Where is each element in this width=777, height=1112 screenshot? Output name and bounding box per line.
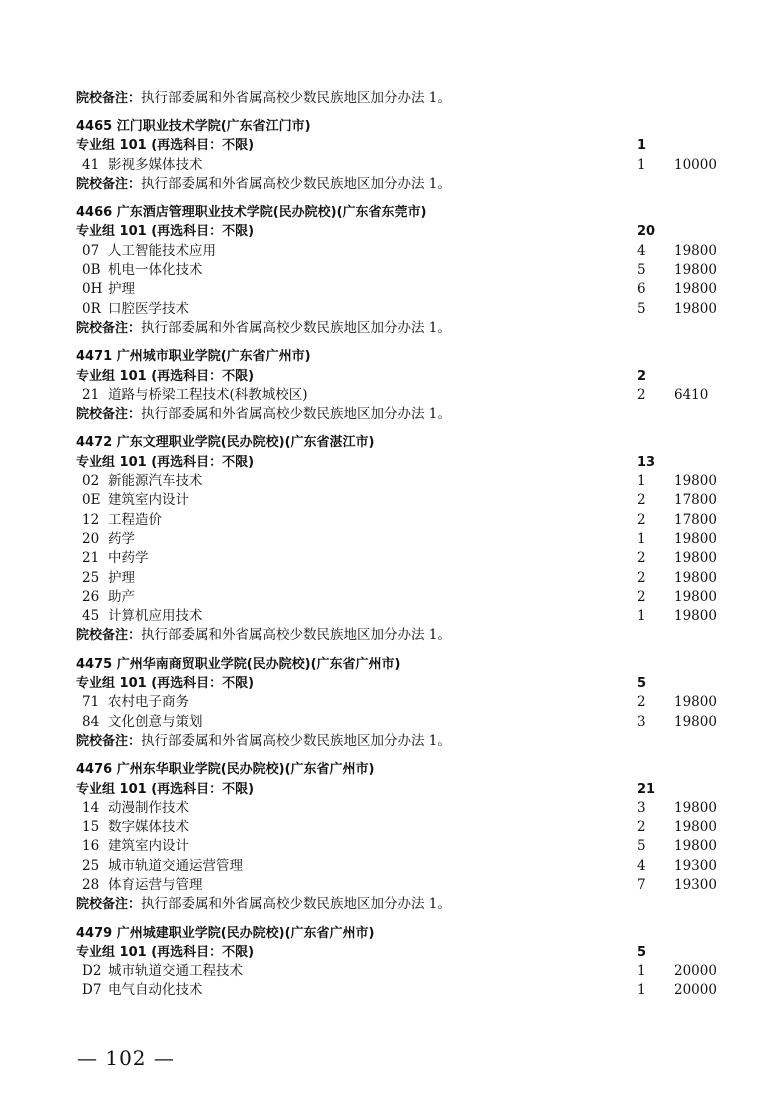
major-row bbox=[76, 876, 736, 895]
major-code: 15 bbox=[82, 819, 100, 836]
major-group-row bbox=[76, 367, 736, 386]
major-group-row bbox=[76, 222, 736, 241]
group-label: 专业组 101 (再选科目：不限) bbox=[76, 368, 255, 384]
major-code: 14 bbox=[82, 799, 100, 816]
plan-count: 2 bbox=[637, 819, 646, 836]
major-row bbox=[76, 242, 736, 261]
school-block bbox=[76, 433, 736, 645]
major-code: D2 bbox=[82, 963, 102, 980]
tuition-fee: 19800 bbox=[674, 242, 717, 259]
plan-count: 5 bbox=[637, 838, 646, 855]
tuition-fee: 19800 bbox=[674, 569, 717, 586]
tuition-fee: 10000 bbox=[674, 156, 717, 173]
major-name: 计算机应用技术 bbox=[108, 608, 203, 625]
major-code: 25 bbox=[82, 857, 100, 874]
plan-count: 4 bbox=[637, 857, 646, 874]
group-count: 20 bbox=[637, 224, 656, 240]
major-name: 数字媒体技术 bbox=[108, 819, 189, 836]
tuition-fee: 19800 bbox=[674, 694, 717, 711]
major-code: 0B bbox=[82, 262, 101, 279]
plan-count: 2 bbox=[637, 492, 646, 509]
plan-count: 5 bbox=[637, 300, 646, 317]
major-code: 21 bbox=[82, 386, 100, 403]
major-code: 26 bbox=[82, 588, 100, 605]
tuition-fee: 20000 bbox=[674, 963, 717, 980]
tuition-fee: 19800 bbox=[674, 530, 717, 547]
major-code: D7 bbox=[82, 982, 102, 999]
tuition-fee: 19800 bbox=[674, 473, 717, 490]
tuition-fee: 17800 bbox=[674, 511, 717, 528]
school-note bbox=[76, 895, 736, 914]
note-text: 执行部委属和外省属高校少数民族地区加分办法 1。 bbox=[141, 896, 451, 913]
major-code: 45 bbox=[82, 608, 100, 625]
tuition-fee: 19800 bbox=[674, 819, 717, 836]
major-row bbox=[76, 981, 736, 1000]
major-row bbox=[76, 386, 736, 405]
major-name: 动漫制作技术 bbox=[108, 799, 189, 816]
major-code: 41 bbox=[82, 156, 100, 173]
major-group-row bbox=[76, 453, 736, 472]
major-name: 影视多媒体技术 bbox=[108, 156, 203, 173]
plan-count: 7 bbox=[637, 876, 646, 893]
major-name: 道路与桥梁工程技术(科教城校区) bbox=[108, 386, 308, 403]
major-row bbox=[76, 156, 736, 175]
school-note bbox=[76, 405, 736, 424]
note-label: 院校备注： bbox=[76, 320, 142, 336]
plan-count: 2 bbox=[637, 511, 646, 528]
tuition-fee: 19800 bbox=[674, 262, 717, 279]
school-header: 4471 广州城市职业学院(广东省广州市) bbox=[76, 349, 311, 365]
school-note bbox=[76, 175, 736, 194]
major-code: 84 bbox=[82, 713, 100, 730]
school-note bbox=[76, 626, 736, 645]
school-header: 4479 广州城建职业学院(民办院校)(广东省广州市) bbox=[76, 925, 375, 941]
major-name: 助产 bbox=[108, 588, 135, 605]
group-count: 13 bbox=[637, 454, 656, 470]
major-row bbox=[76, 713, 736, 732]
major-row bbox=[76, 799, 736, 818]
school-header: 4476 广州东华职业学院(民办院校)(广东省广州市) bbox=[76, 762, 375, 778]
school-note bbox=[76, 732, 736, 751]
major-name: 农村电子商务 bbox=[108, 694, 189, 711]
major-name: 护理 bbox=[108, 569, 135, 586]
tuition-fee: 6410 bbox=[674, 386, 709, 403]
major-row bbox=[76, 962, 736, 981]
major-code: 21 bbox=[82, 550, 100, 567]
major-code: 16 bbox=[82, 838, 100, 855]
tuition-fee: 19800 bbox=[674, 608, 717, 625]
tuition-fee: 19300 bbox=[674, 876, 717, 893]
major-row bbox=[76, 511, 736, 530]
major-row bbox=[76, 472, 736, 491]
plan-count: 1 bbox=[637, 473, 646, 490]
tuition-fee: 19800 bbox=[674, 550, 717, 567]
major-name: 建筑室内设计 bbox=[108, 492, 189, 509]
group-label: 专业组 101 (再选科目：不限) bbox=[76, 224, 255, 240]
major-name: 城市轨道交通工程技术 bbox=[108, 963, 243, 980]
tuition-fee: 19300 bbox=[674, 857, 717, 874]
major-row bbox=[76, 280, 736, 299]
major-row bbox=[76, 549, 736, 568]
major-code: 07 bbox=[82, 242, 100, 259]
group-count: 5 bbox=[637, 676, 647, 692]
plan-count: 4 bbox=[637, 242, 646, 259]
major-name: 体育运营与管理 bbox=[108, 876, 203, 893]
plan-count: 1 bbox=[637, 530, 646, 547]
major-row bbox=[76, 588, 736, 607]
school-block bbox=[76, 655, 736, 751]
group-label: 专业组 101 (再选科目：不限) bbox=[76, 138, 255, 154]
plan-count: 2 bbox=[637, 386, 646, 403]
group-count: 1 bbox=[637, 138, 647, 154]
note-text: 执行部委属和外省属高校少数民族地区加分办法 1。 bbox=[141, 406, 451, 423]
tuition-fee: 17800 bbox=[674, 492, 717, 509]
school-block bbox=[76, 760, 736, 914]
plan-count: 1 bbox=[637, 963, 646, 980]
plan-count: 1 bbox=[637, 156, 646, 173]
school-block bbox=[76, 203, 736, 338]
plan-count: 6 bbox=[637, 281, 646, 298]
group-count: 21 bbox=[637, 781, 656, 797]
group-label: 专业组 101 (再选科目：不限) bbox=[76, 676, 255, 692]
group-label: 专业组 101 (再选科目：不限) bbox=[76, 454, 255, 470]
major-name: 口腔医学技术 bbox=[108, 300, 189, 317]
major-name: 机电一体化技术 bbox=[108, 262, 203, 279]
school-header: 4475 广州华南商贸职业学院(民办院校)(广东省广州市) bbox=[76, 656, 401, 672]
note-text: 执行部委属和外省属高校少数民族地区加分办法 1。 bbox=[141, 319, 451, 336]
major-name: 建筑室内设计 bbox=[108, 838, 189, 855]
major-row bbox=[76, 530, 736, 549]
tuition-fee: 19800 bbox=[674, 300, 717, 317]
note-label: 院校备注： bbox=[76, 628, 142, 644]
major-group-row bbox=[76, 780, 736, 799]
major-code: 0H bbox=[82, 281, 103, 298]
major-row bbox=[76, 818, 736, 837]
major-code: 25 bbox=[82, 569, 100, 586]
tuition-fee: 19800 bbox=[674, 281, 717, 298]
plan-count: 2 bbox=[637, 569, 646, 586]
major-name: 城市轨道交通运营管理 bbox=[108, 857, 243, 874]
school-block bbox=[76, 117, 736, 194]
group-label: 专业组 101 (再选科目：不限) bbox=[76, 781, 255, 797]
major-group-row bbox=[76, 674, 736, 693]
note-label: 院校备注： bbox=[76, 897, 142, 913]
major-code: 0E bbox=[82, 492, 101, 509]
major-code: 0R bbox=[82, 300, 101, 317]
major-row bbox=[76, 569, 736, 588]
major-group-row bbox=[76, 136, 736, 155]
note-label: 院校备注： bbox=[76, 407, 142, 423]
plan-count: 3 bbox=[637, 799, 646, 816]
plan-count: 3 bbox=[637, 713, 646, 730]
major-name: 工程造价 bbox=[108, 511, 162, 528]
major-row bbox=[76, 491, 736, 510]
note-text: 执行部委属和外省属高校少数民族地区加分办法 1。 bbox=[141, 90, 451, 106]
major-row bbox=[76, 261, 736, 280]
major-name: 新能源汽车技术 bbox=[108, 473, 203, 490]
major-row bbox=[76, 300, 736, 319]
school-note bbox=[76, 319, 736, 338]
plan-count: 2 bbox=[637, 550, 646, 567]
page-number: — 102 — bbox=[77, 1046, 175, 1070]
major-name: 中药学 bbox=[108, 550, 149, 567]
group-label: 专业组 101 (再选科目：不限) bbox=[76, 944, 255, 960]
lead-school-note bbox=[76, 89, 451, 108]
plan-count: 2 bbox=[637, 694, 646, 711]
group-count: 5 bbox=[637, 944, 647, 960]
note-text: 执行部委属和外省属高校少数民族地区加分办法 1。 bbox=[141, 627, 451, 644]
plan-count: 2 bbox=[637, 588, 646, 605]
major-group-row bbox=[76, 943, 736, 962]
major-code: 12 bbox=[82, 511, 100, 528]
major-code: 20 bbox=[82, 530, 100, 547]
major-name: 文化创意与策划 bbox=[108, 713, 203, 730]
group-count: 2 bbox=[637, 368, 647, 384]
plan-count: 1 bbox=[637, 608, 646, 625]
school-block bbox=[76, 347, 736, 424]
note-label: 院校备注： bbox=[76, 176, 142, 192]
note-label: 院校备注： bbox=[76, 733, 142, 749]
tuition-fee: 19800 bbox=[674, 713, 717, 730]
major-code: 02 bbox=[82, 473, 100, 490]
school-header: 4465 江门职业技术学院(广东省江门市) bbox=[76, 119, 311, 134]
tuition-fee: 19800 bbox=[674, 588, 717, 605]
major-code: 28 bbox=[82, 876, 100, 893]
note-label: 院校备注： bbox=[76, 91, 142, 106]
major-row bbox=[76, 837, 736, 856]
note-text: 执行部委属和外省属高校少数民族地区加分办法 1。 bbox=[141, 732, 451, 749]
major-row bbox=[76, 693, 736, 712]
major-row bbox=[76, 607, 736, 626]
school-header: 4472 广东文理职业学院(民办院校)(广东省湛江市) bbox=[76, 435, 375, 451]
major-name: 电气自动化技术 bbox=[108, 982, 203, 999]
school-header: 4466 广东酒店管理职业技术学院(民办院校)(广东省东莞市) bbox=[76, 205, 427, 221]
major-row bbox=[76, 857, 736, 876]
major-code: 71 bbox=[82, 694, 100, 711]
tuition-fee: 20000 bbox=[674, 982, 717, 999]
major-name: 护理 bbox=[108, 281, 135, 298]
tuition-fee: 19800 bbox=[674, 838, 717, 855]
plan-count: 5 bbox=[637, 262, 646, 279]
school-block bbox=[76, 924, 736, 1001]
major-name: 药学 bbox=[108, 530, 135, 547]
note-text: 执行部委属和外省属高校少数民族地区加分办法 1。 bbox=[141, 175, 451, 192]
major-name: 人工智能技术应用 bbox=[108, 242, 216, 259]
school-list bbox=[76, 117, 736, 1010]
plan-count: 1 bbox=[637, 982, 646, 999]
tuition-fee: 19800 bbox=[674, 799, 717, 816]
